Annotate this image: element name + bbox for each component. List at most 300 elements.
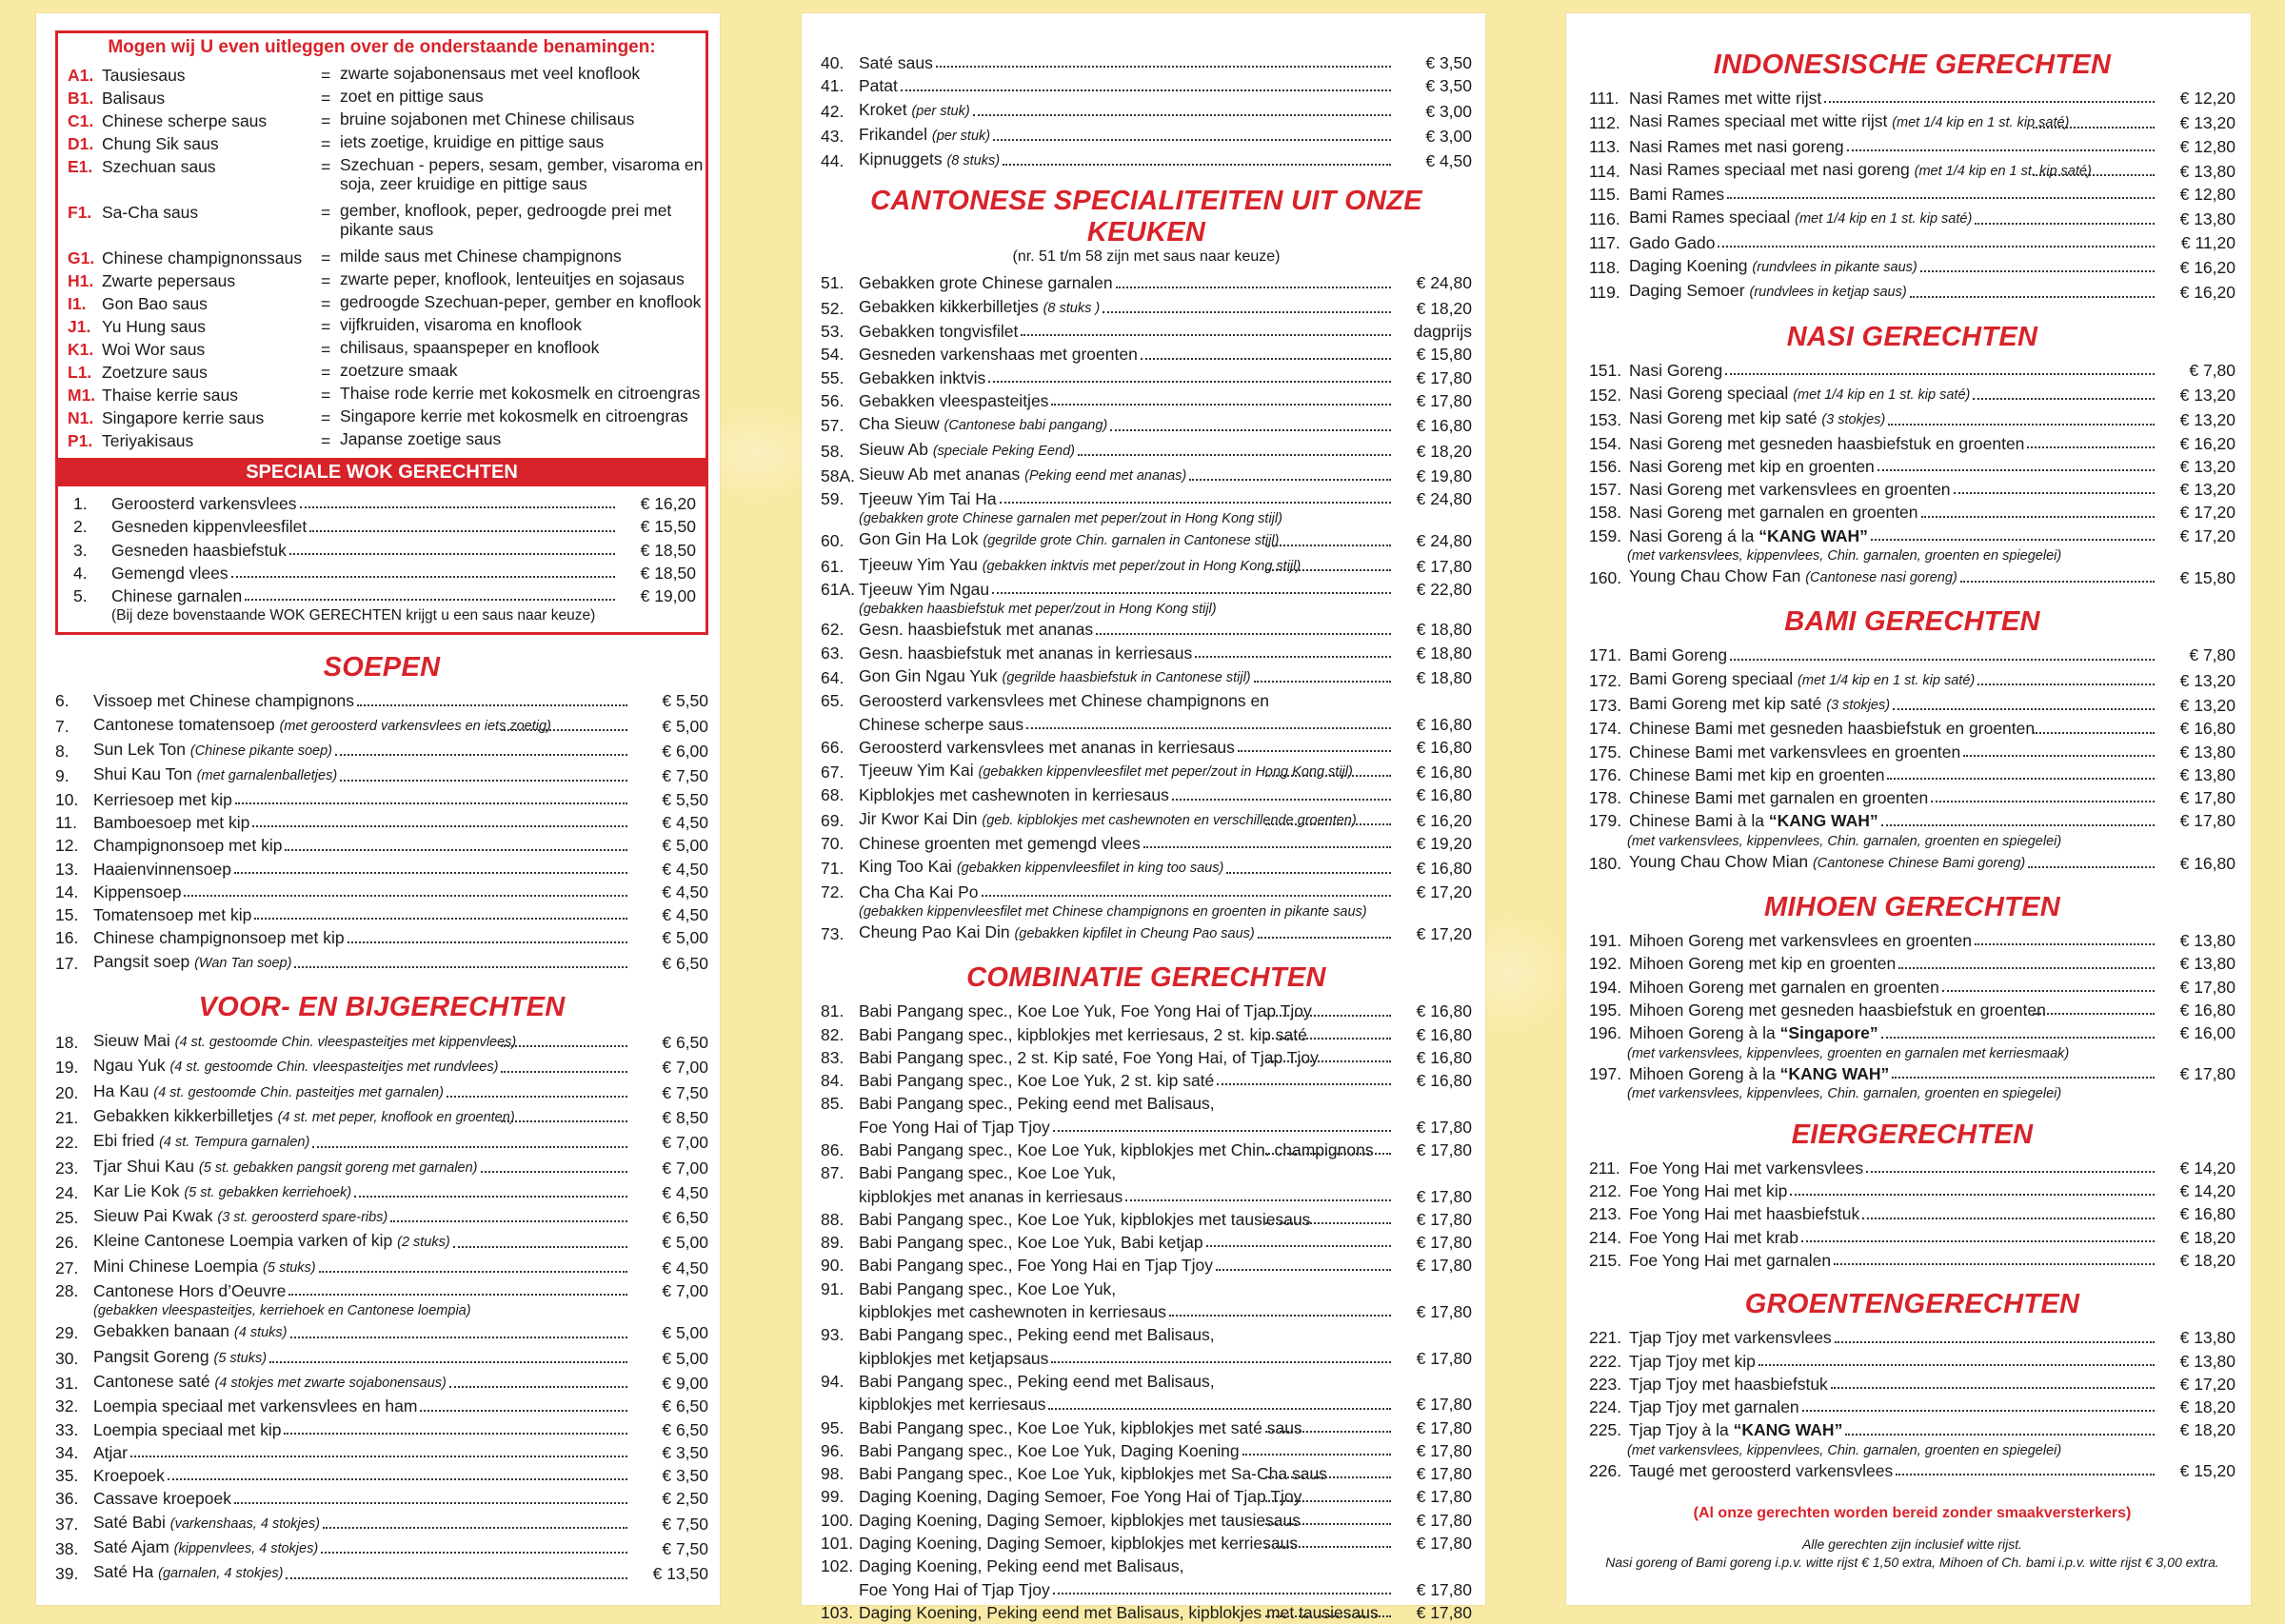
- item-name: Daging Koening: [1629, 256, 1748, 276]
- menu-item: [1589, 1459, 2235, 1482]
- menu-item-line1: [821, 1161, 1472, 1184]
- item-name-group: [93, 689, 354, 712]
- item-price: € 17,80: [1416, 1256, 1472, 1276]
- item-name-group: [1629, 183, 1724, 206]
- section-title-eier: EIERGERECHTEN: [1791, 1119, 2034, 1150]
- menu-item: [55, 762, 708, 787]
- item-name: Foe Yong Hai met garnalen: [1629, 1250, 1832, 1270]
- menu-item: [1589, 478, 2235, 501]
- item-name: Tjeeuw Yim Kai: [859, 761, 974, 781]
- item-price: € 16,80: [2179, 853, 2235, 873]
- item-price: € 17,80: [1416, 556, 1472, 576]
- item-price: € 18,20: [2179, 1397, 2235, 1417]
- dot-leader: [1835, 1341, 2155, 1343]
- dot-leader: [319, 1271, 627, 1273]
- item-name-group: [859, 1509, 1301, 1532]
- dot-leader: [1110, 429, 1391, 431]
- menu-item: [55, 1464, 708, 1487]
- item-name: Nasi Goreng met varkensvlees en groenten: [1629, 480, 1951, 500]
- dot-leader: [1977, 683, 2155, 685]
- item-number: 42.: [821, 101, 844, 121]
- menu-item: [1589, 1350, 2235, 1373]
- bami-list: [1589, 644, 2235, 875]
- menu-item: [1589, 1021, 2235, 1044]
- item-name: Foe Yong Hai met krab: [1629, 1227, 1799, 1247]
- item-name: Gebakken kikkerbilletjes: [859, 296, 1039, 316]
- item-name: Chinese Bami met kip en groenten: [1629, 764, 1885, 784]
- voor-list: [55, 1029, 708, 1586]
- item-name: Cassave kroepoek: [93, 1489, 231, 1509]
- item-name: Babi Pangang spec., Koe Loe Yuk, 2 st. kip saté: [859, 1071, 1215, 1091]
- dot-leader: [245, 599, 615, 601]
- item-price: € 17,20: [2179, 503, 2235, 523]
- item-number: 99.: [821, 1487, 844, 1507]
- item-name-group: [93, 1395, 417, 1417]
- item-subtitle: (gebakken inktvis met peper/zout in Hong Kong stijl): [982, 558, 1301, 574]
- item-name: Nasi Goreng met garnalen en groenten: [1629, 503, 1918, 523]
- item-name-group: [1629, 432, 2024, 455]
- item-name-group: [1629, 478, 1951, 501]
- item-name-group: [859, 736, 1235, 759]
- item-number: 172.: [1589, 670, 1622, 690]
- item-number: 179.: [1589, 811, 1622, 831]
- dot-leader: [2027, 446, 2155, 448]
- dot-leader: [2033, 1013, 2155, 1015]
- item-name: Gesneden kippenvleesfilet: [111, 517, 308, 537]
- item-number: 222.: [1589, 1351, 1622, 1371]
- dot-leader: [1189, 479, 1391, 481]
- item-number: 25.: [55, 1208, 79, 1228]
- item-number: 94.: [821, 1371, 844, 1391]
- dot-leader: [1910, 296, 2155, 298]
- item-name: Cantonese Hors d’Oeuvre: [93, 1281, 287, 1301]
- dot-leader: [1254, 681, 1391, 683]
- menu-item: [821, 881, 1472, 903]
- item-name-group: [93, 858, 231, 881]
- dot-leader: [357, 704, 627, 706]
- section-title-nasi: NASI GERECHTEN: [1786, 321, 2038, 352]
- item-price: € 16,80: [1416, 714, 1472, 734]
- dot-leader: [231, 576, 615, 578]
- sauce-name: Szechuan saus: [102, 157, 216, 176]
- item-note: (met varkensvlees, kippenvlees, Chin. garnalen, groenten en spiegelei): [1627, 1442, 2062, 1458]
- item-price: € 17,20: [2179, 1374, 2235, 1394]
- item-name: Tjeeuw Yim Tai Ha: [859, 489, 997, 509]
- menu-item: [821, 1023, 1472, 1046]
- item-subtitle: (per stuk): [911, 103, 970, 119]
- combinatie-list: [821, 1000, 1472, 1624]
- sauce-name: Balisaus: [102, 89, 166, 108]
- equals-sign: =: [321, 271, 331, 290]
- item-name-group: [1629, 809, 1878, 832]
- item-price: € 15,20: [2179, 1460, 2235, 1480]
- item-number: 72.: [821, 881, 844, 901]
- item-name-group: [1629, 850, 2025, 875]
- menu-item: [821, 1300, 1472, 1323]
- item-subtitle: (Peking eend met ananas): [1024, 467, 1187, 484]
- menu-item: [73, 584, 696, 607]
- equals-sign: =: [321, 203, 331, 222]
- item-subtitle: (Wan Tan soep): [194, 955, 292, 971]
- sauce-row: [58, 247, 705, 269]
- item-number: 101.: [821, 1534, 854, 1554]
- item-name: Kerriesoep met kip: [93, 789, 232, 809]
- sauce-code: K1.: [68, 340, 94, 359]
- menu-item: [1589, 1202, 2235, 1225]
- item-number: 111.: [1589, 89, 1619, 108]
- sauce-row: [58, 132, 705, 155]
- equals-sign: =: [321, 294, 331, 313]
- item-name: Nasi Goreng met kip saté: [1629, 408, 1818, 428]
- item-name-group: [1629, 206, 1972, 230]
- item-number: 30.: [55, 1348, 79, 1368]
- item-price: € 16,20: [2179, 258, 2235, 278]
- item-name-group: [1629, 763, 1884, 786]
- dot-leader: [453, 1246, 627, 1248]
- item-price: € 17,80: [2179, 1063, 2235, 1083]
- menu-item: [821, 1439, 1472, 1462]
- sauce-description: milde saus met Chinese champignons: [340, 247, 622, 266]
- item-name: Ebi fried: [93, 1131, 155, 1151]
- dot-leader: [1265, 545, 1391, 546]
- item-name-group: [1629, 1179, 1787, 1202]
- item-name: Cantonese saté: [93, 1371, 210, 1391]
- item-number: 4.: [73, 563, 88, 583]
- item-name: Chinese champignonsoep met kip: [93, 928, 345, 948]
- item-name: Tjeeuw Yim Yau: [859, 554, 978, 574]
- dot-leader: [1881, 1037, 2155, 1039]
- dot-leader: [1975, 943, 2155, 945]
- sauce-list: [58, 64, 705, 452]
- mihoen-list: [1589, 929, 2235, 1102]
- item-subtitle: (5 stuks): [213, 1350, 268, 1366]
- item-name-group: [859, 98, 970, 123]
- item-price: € 4,50: [662, 812, 708, 832]
- item-name: Daging Semoer: [1629, 281, 1745, 301]
- item-price: € 13,20: [2179, 480, 2235, 500]
- item-number: 117.: [1589, 232, 1620, 252]
- item-name: Mihoen Goreng met gesneden haasbiefstuk en groenten: [1629, 1000, 2046, 1020]
- menu-item: [1589, 158, 2235, 183]
- item-price: € 6,50: [662, 1419, 708, 1439]
- item-name: Saté Babi: [93, 1512, 166, 1532]
- item-price: € 16,80: [1416, 1024, 1472, 1044]
- item-price: € 7,50: [662, 766, 708, 786]
- item-name-group: [93, 1229, 450, 1254]
- item-number: 5.: [73, 586, 88, 606]
- dot-leader: [284, 1433, 627, 1435]
- item-name: Geroosterd varkensvlees met Chinese champignons en: [859, 691, 1269, 711]
- sauce-code: H1.: [68, 271, 94, 290]
- menu-item: [55, 713, 708, 738]
- item-name: Gesneden varkenshaas met groenten: [859, 345, 1138, 365]
- item-number: 32.: [55, 1396, 79, 1416]
- item-number: 40.: [821, 53, 844, 72]
- item-price: € 16,80: [1416, 859, 1472, 879]
- dot-leader: [2028, 866, 2155, 868]
- item-subtitle: (met garnalenballetjes): [196, 768, 338, 784]
- menu-item: [821, 438, 1472, 463]
- item-subtitle: (Chinese pikante soep): [189, 743, 332, 760]
- menu-item: [821, 553, 1472, 578]
- item-price: € 13,20: [2179, 670, 2235, 690]
- item-name: Chinese groenten met gemengd vlees: [859, 834, 1141, 854]
- item-name-group: [1629, 359, 1722, 382]
- item-name: Gesneden haasbiefstuk: [111, 540, 287, 560]
- menu-item: [55, 1054, 708, 1079]
- item-subtitle: (Cantonese Chinese Bami goreng): [1812, 855, 2026, 871]
- menu-item: [1589, 231, 2235, 254]
- item-name-group: [859, 1439, 1240, 1462]
- item-name: Mini Chinese Loempia: [93, 1256, 259, 1276]
- item-subtitle: (5 st. gebakken kerriehoek): [184, 1184, 352, 1200]
- item-name: Tjap Tjoy met varkensvlees: [1629, 1328, 1832, 1348]
- dot-leader: [447, 1096, 627, 1098]
- item-price: € 6,00: [662, 742, 708, 762]
- menu-item: [821, 855, 1472, 880]
- item-name: Mihoen Goreng met varkensvlees en groenten: [1629, 931, 1972, 951]
- item-price: € 17,80: [2179, 788, 2235, 808]
- item-name: Sun Lek Ton: [93, 740, 186, 760]
- item-name: Daging Koening, Daging Semoer, kipblokjes met tausiesaus: [859, 1510, 1301, 1530]
- dot-leader: [1048, 1408, 1391, 1410]
- item-price: € 16,80: [1416, 416, 1472, 436]
- item-price: € 13,80: [2179, 954, 2235, 974]
- sauce-name: Woi Wor saus: [102, 340, 206, 359]
- item-note: (met varkensvlees, kippenvlees, Chin. garnalen, groenten en spiegelei): [1627, 548, 2062, 564]
- item-name: Bami Goreng met kip saté: [1629, 693, 1822, 713]
- dot-leader: [1727, 197, 2155, 199]
- item-number: 116.: [1589, 209, 1620, 229]
- item-price: € 16,20: [2179, 433, 2235, 453]
- dot-leader: [289, 553, 615, 555]
- item-number: 7.: [55, 716, 70, 736]
- footer-line-2: Nasi goreng of Bami goreng i.p.v. witte rijst € 1,50 extra, Mihoen of Ch. bami i.p.v. witte rijst € 3,00 extra.: [1605, 1555, 2219, 1571]
- item-price: € 7,80: [2189, 360, 2235, 380]
- item-name-group: [1629, 667, 1975, 692]
- item-name-cont: Foe Yong Hai of Tjap Tjoy: [859, 1117, 1050, 1137]
- item-price: € 4,50: [662, 859, 708, 879]
- item-subtitle: (4 st. met peper, knoflook en groenten): [277, 1109, 515, 1125]
- item-price: € 17,80: [1416, 1487, 1472, 1507]
- item-name-group: [1629, 786, 1928, 809]
- item-number: 156.: [1589, 456, 1622, 476]
- item-number: 93.: [821, 1325, 844, 1345]
- item-name: Daging Koening, Daging Semoer, kipblokjes met kerriesaus: [859, 1534, 1299, 1554]
- item-price: € 17,80: [1416, 1233, 1472, 1253]
- item-name-group: [1629, 717, 2036, 740]
- menu-item: [821, 463, 1472, 487]
- item-subtitle: (kippenvlees, 4 stokjes): [173, 1540, 319, 1556]
- equals-sign: =: [321, 340, 331, 359]
- item-number: 173.: [1589, 695, 1622, 715]
- menu-item: [821, 664, 1472, 689]
- item-name-group: [859, 412, 1107, 437]
- item-name-group: [1629, 382, 1970, 406]
- item-name: Vissoep met Chinese champignons: [93, 691, 355, 711]
- dot-leader: [234, 872, 627, 874]
- item-number: 58A.: [821, 465, 855, 485]
- item-name-group: [93, 1029, 517, 1054]
- sauce-description: gedroogde Szechuan-peper, gember en knoflook: [340, 292, 702, 311]
- menu-item: [1589, 564, 2235, 589]
- dot-leader: [1881, 824, 2155, 826]
- item-number: 53.: [821, 322, 844, 342]
- sauce-description: bruine sojabonen met Chinese chilisaus: [340, 109, 635, 129]
- menu-item: [821, 74, 1472, 97]
- menu-item: [55, 1319, 708, 1344]
- item-name-group: [93, 713, 551, 738]
- item-name-group: [93, 1319, 288, 1344]
- menu-item: [55, 834, 708, 857]
- item-name: Pangsit Goreng: [93, 1346, 209, 1366]
- item-number: 81.: [821, 1001, 844, 1021]
- sauce-code: A1.: [68, 66, 94, 85]
- item-price: € 19,80: [1416, 465, 1472, 485]
- item-name: Atjar: [93, 1442, 128, 1462]
- item-name: Cantonese tomatensoep: [93, 714, 275, 734]
- item-name: Saté saus: [859, 53, 933, 72]
- item-name-cont: kipblokjes met ketjapsaus: [859, 1348, 1049, 1368]
- item-name-group: [859, 343, 1138, 366]
- item-name: Patat: [859, 76, 898, 96]
- item-name: Cha Sieuw: [859, 414, 940, 434]
- dot-leader: [1896, 1474, 2155, 1475]
- item-price: € 14,20: [2179, 1181, 2235, 1201]
- menu-item: [821, 1601, 1472, 1624]
- item-number: 211.: [1589, 1158, 1620, 1178]
- item-price: dagprijs: [1413, 322, 1472, 342]
- item-name: Champignonsoep met kip: [93, 836, 283, 856]
- dot-leader: [1003, 164, 1391, 166]
- menu-item: [821, 320, 1472, 343]
- item-subtitle: (4 stuks): [233, 1325, 288, 1341]
- item-name-highlight: “KANG WAH”: [1768, 811, 1878, 831]
- item-name: Babi Pangang spec., Koe Loe Yuk, Daging Koening: [859, 1440, 1240, 1460]
- menu-item: [1589, 952, 2235, 975]
- item-subtitle: (4 st. gestoomde Chin. vleespasteitjes met rundvlees): [169, 1060, 499, 1076]
- item-name: Babi Pangang spec., Peking eend met Balisaus,: [859, 1325, 1215, 1345]
- item-number: 20.: [55, 1082, 79, 1102]
- item-price: € 7,80: [2189, 645, 2235, 665]
- menu-item: [1589, 1326, 2235, 1349]
- menu-item: [821, 487, 1472, 510]
- dot-leader: [1103, 311, 1391, 313]
- dot-leader: [290, 1337, 627, 1338]
- item-number: 28.: [55, 1281, 79, 1301]
- item-name-group: [1629, 976, 1939, 999]
- item-name-cont: kipblokjes met kerriesaus: [859, 1395, 1046, 1415]
- item-name-group: [859, 1462, 1327, 1485]
- menu-item: [55, 1535, 708, 1560]
- item-number: 114.: [1589, 161, 1620, 181]
- item-name: Saté Ha: [93, 1562, 154, 1582]
- item-number: 23.: [55, 1158, 79, 1178]
- equals-sign: =: [321, 363, 331, 382]
- item-number: 66.: [821, 737, 844, 757]
- item-number: 52.: [821, 298, 844, 318]
- item-price: € 8,50: [662, 1107, 708, 1127]
- menu-item: [1589, 525, 2235, 547]
- item-price: € 24,80: [1416, 531, 1472, 551]
- dot-leader: [1265, 1222, 1391, 1224]
- menu-item: [55, 738, 708, 762]
- dot-leader: [1021, 334, 1391, 336]
- dot-leader: [1887, 778, 2155, 780]
- dot-leader: [1096, 633, 1391, 635]
- section-title-mihoen: MIHOEN GERECHTEN: [1764, 892, 2060, 923]
- item-number: 59.: [821, 489, 844, 509]
- sauce-code: L1.: [68, 363, 92, 382]
- section-title-bami: BAMI GERECHTEN: [1784, 606, 2040, 638]
- dot-leader: [1265, 1546, 1391, 1548]
- item-price: € 5,50: [662, 691, 708, 711]
- item-number: 225.: [1589, 1420, 1622, 1440]
- item-price: € 15,80: [2179, 568, 2235, 588]
- sauce-row: [58, 429, 705, 452]
- menu-item: [821, 343, 1472, 366]
- item-number: 31.: [55, 1373, 79, 1393]
- item-name-group: [1629, 1326, 1832, 1349]
- menu-item: [55, 926, 708, 949]
- menu-item: [55, 1511, 708, 1535]
- sauce-description: Thaise rode kerrie met kokosmelk en citroengras: [340, 384, 701, 403]
- item-price: € 17,80: [1416, 1602, 1472, 1622]
- item-name-group: [93, 1345, 267, 1370]
- item-name-group: [1629, 158, 2092, 183]
- dot-leader: [390, 1220, 627, 1222]
- item-name: Taugé met geroosterd varkensvlees: [1629, 1460, 1894, 1480]
- item-name: Bami Goreng speciaal: [1629, 668, 1794, 688]
- dot-leader: [1975, 223, 2155, 225]
- sauce-row: [58, 269, 705, 292]
- item-name: King Too Kai: [859, 857, 952, 877]
- dot-leader: [501, 1045, 627, 1047]
- dot-leader: [1866, 1171, 2155, 1173]
- sauce-name: Chinese scherpe saus: [102, 111, 268, 130]
- item-name-group: [859, 123, 990, 148]
- sauce-code: D1.: [68, 134, 94, 153]
- menu-item: [1589, 455, 2235, 478]
- item-price: € 17,20: [1416, 881, 1472, 901]
- dot-leader: [1078, 454, 1391, 456]
- item-name-group: [1629, 231, 1715, 254]
- item-name: Kleine Cantonese Loempia varken of kip: [93, 1231, 393, 1251]
- menu-item: [821, 832, 1472, 855]
- item-price: € 24,80: [1416, 273, 1472, 293]
- item-subtitle: (met 1/4 kip en 1 st. kip saté): [1795, 211, 1973, 228]
- section-title-indonesische: INDONESISCHE GERECHTEN: [1713, 50, 2112, 80]
- item-name-group: [859, 832, 1141, 855]
- item-name: Geroosterd varkensvlees met ananas in kerriesaus: [859, 737, 1235, 757]
- item-name: Babi Pangang spec., kipblokjes met kerriesaus, 2 st. kip saté: [859, 1024, 1307, 1044]
- menu-item: [1589, 644, 2235, 666]
- item-note: (gebakken grote Chinese garnalen met peper/zout in Hong Kong stijl): [859, 511, 1282, 527]
- sauce-name: Tausiesaus: [102, 66, 186, 85]
- item-name: Chinese Bami met gesneden haasbiefstuk en groenten: [1629, 719, 2036, 739]
- item-price: € 6,50: [662, 1396, 708, 1416]
- item-subtitle: (3 stokjes): [1826, 697, 1891, 713]
- item-price: € 16,80: [1416, 1001, 1472, 1021]
- item-name: Babi Pangang spec., Koe Loe Yuk,: [859, 1278, 1117, 1298]
- sauce-code: P1.: [68, 431, 93, 450]
- menu-item-line1: [821, 1092, 1472, 1115]
- item-name: Babi Pangang spec., 2 st. Kip saté, Foe Yong Hai, of Tjap Tjoy: [859, 1047, 1319, 1067]
- item-number: 54.: [821, 345, 844, 365]
- menu-item: [821, 527, 1472, 552]
- item-name-group: [93, 1179, 351, 1204]
- sauce-code: J1.: [68, 317, 91, 336]
